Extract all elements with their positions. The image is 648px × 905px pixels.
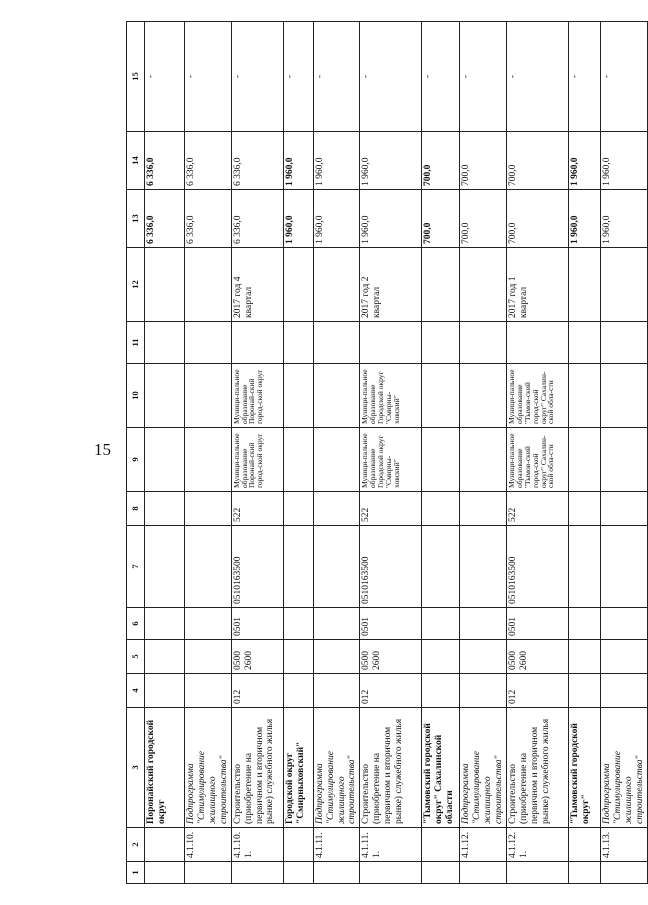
header-cell: 13 bbox=[127, 190, 145, 248]
table-cell bbox=[601, 640, 648, 674]
table-cell: 1 960,0 bbox=[601, 132, 648, 190]
table-cell bbox=[360, 322, 422, 364]
table-cell bbox=[283, 364, 313, 428]
table-cell bbox=[185, 862, 232, 884]
table-cell: - bbox=[231, 22, 283, 132]
table-cell bbox=[569, 640, 601, 674]
table-cell bbox=[460, 640, 507, 674]
table-cell bbox=[460, 526, 507, 608]
table-cell: - bbox=[313, 22, 360, 132]
header-row bbox=[127, 22, 145, 884]
table-cell bbox=[313, 640, 360, 674]
table-cell bbox=[422, 828, 460, 862]
table-cell bbox=[422, 322, 460, 364]
table-cell: - bbox=[507, 22, 569, 132]
table-cell: 1 960,0 bbox=[360, 190, 422, 248]
table-cell: Поронайский городской округ bbox=[145, 708, 185, 828]
table-cell: 1 960,0 bbox=[569, 190, 601, 248]
header-cell: 2 bbox=[127, 828, 145, 862]
header-cell: 11 bbox=[127, 322, 145, 364]
table-cell: 1 960,0 bbox=[313, 190, 360, 248]
table-cell bbox=[460, 322, 507, 364]
table-row bbox=[422, 22, 460, 884]
table-cell bbox=[507, 862, 569, 884]
table-cell: Подпрограмма "Стимулирование жилищного строительства" bbox=[601, 708, 648, 828]
table-cell: Муници-пальное образование Поронай-ский город-ской округ bbox=[231, 364, 283, 428]
rotated-page bbox=[126, 22, 645, 884]
table-cell bbox=[569, 526, 601, 608]
table-cell bbox=[313, 862, 360, 884]
table-cell: 4.1.11. bbox=[313, 828, 360, 862]
table-cell: 700,0 bbox=[507, 132, 569, 190]
header-cell: 1 bbox=[127, 862, 145, 884]
table-cell: 700,0 bbox=[422, 190, 460, 248]
header-cell: 5 bbox=[127, 640, 145, 674]
table-cell bbox=[422, 608, 460, 640]
table-cell bbox=[569, 492, 601, 526]
table-cell: - bbox=[569, 22, 601, 132]
table-cell bbox=[313, 322, 360, 364]
table-cell: 0501 bbox=[507, 608, 569, 640]
header-cell: 3 bbox=[127, 708, 145, 828]
table-cell bbox=[422, 674, 460, 708]
table-cell: 522 bbox=[231, 492, 283, 526]
table-cell: Подпрограмма "Стимулирование жилищного строительства" bbox=[185, 708, 232, 828]
table-cell bbox=[601, 862, 648, 884]
table-cell bbox=[422, 428, 460, 492]
table-cell: 1 960,0 bbox=[283, 132, 313, 190]
table-cell: 700,0 bbox=[507, 190, 569, 248]
table-cell bbox=[185, 674, 232, 708]
table-cell bbox=[507, 322, 569, 364]
table-cell: "Тымовский городской округ" Сахалинской области bbox=[422, 708, 460, 828]
table-cell bbox=[569, 828, 601, 862]
table-cell bbox=[601, 322, 648, 364]
table-cell: Строительство (приобретение на первичном и вторичном рынке) служебного жилья bbox=[360, 708, 422, 828]
table-cell bbox=[601, 526, 648, 608]
table-cell bbox=[145, 862, 185, 884]
table-cell: "Тымовский городской округ" bbox=[569, 708, 601, 828]
table-row bbox=[145, 22, 185, 884]
table-cell: 6 336,0 bbox=[145, 190, 185, 248]
table-cell: 0500 2600 bbox=[231, 640, 283, 674]
table-cell: - bbox=[460, 22, 507, 132]
table-cell: 6 336,0 bbox=[185, 190, 232, 248]
table-cell bbox=[313, 608, 360, 640]
header-cell: 6 bbox=[127, 608, 145, 640]
table-cell bbox=[231, 862, 283, 884]
table-cell bbox=[231, 322, 283, 364]
table-cell: 0510163500 bbox=[507, 526, 569, 608]
table-cell bbox=[313, 526, 360, 608]
table-cell: 0510163500 bbox=[360, 526, 422, 608]
table-cell bbox=[145, 828, 185, 862]
table-cell: 0500 2600 bbox=[360, 640, 422, 674]
table-cell: 6 336,0 bbox=[231, 190, 283, 248]
table-cell: 4.1.11.1. bbox=[360, 828, 422, 862]
table-cell bbox=[283, 862, 313, 884]
header-cell: 8 bbox=[127, 492, 145, 526]
table-cell: Строительство (приобретение на первичном и вторичном рынке) служебного жилья bbox=[231, 708, 283, 828]
table-cell: Подпрограмма "Стимулирование жилищного строительства" bbox=[313, 708, 360, 828]
table-cell: 6 336,0 bbox=[185, 132, 232, 190]
table-cell bbox=[569, 248, 601, 322]
table-cell: 4.1.13. bbox=[601, 828, 648, 862]
table-row bbox=[569, 22, 601, 884]
table-cell bbox=[313, 428, 360, 492]
table-row bbox=[460, 22, 507, 884]
table-cell: 2017 год 1 квартал bbox=[507, 248, 569, 322]
table-cell: 1 960,0 bbox=[313, 132, 360, 190]
table-cell bbox=[185, 492, 232, 526]
table-cell: 0500 2600 bbox=[507, 640, 569, 674]
table-row bbox=[185, 22, 232, 884]
table-cell bbox=[569, 322, 601, 364]
table-cell: - bbox=[145, 22, 185, 132]
table-cell bbox=[145, 322, 185, 364]
header-cell: 7 bbox=[127, 526, 145, 608]
table-cell bbox=[283, 674, 313, 708]
table-cell bbox=[422, 640, 460, 674]
table-cell bbox=[185, 608, 232, 640]
table-cell bbox=[283, 492, 313, 526]
table-cell bbox=[185, 428, 232, 492]
table-cell: 1 960,0 bbox=[283, 190, 313, 248]
table-cell: 2017 год 4 квартал bbox=[231, 248, 283, 322]
table-cell bbox=[569, 428, 601, 492]
table-cell: 0501 bbox=[231, 608, 283, 640]
table-cell: 0510163500 bbox=[231, 526, 283, 608]
table-cell bbox=[601, 248, 648, 322]
table-cell bbox=[185, 248, 232, 322]
table-cell bbox=[283, 428, 313, 492]
table-cell bbox=[460, 248, 507, 322]
table-cell: 012 bbox=[507, 674, 569, 708]
table-cell bbox=[145, 492, 185, 526]
table-cell bbox=[283, 608, 313, 640]
table-cell bbox=[569, 608, 601, 640]
table-cell bbox=[185, 322, 232, 364]
table-row bbox=[507, 22, 569, 884]
header-cell: 9 bbox=[127, 428, 145, 492]
table-cell bbox=[185, 526, 232, 608]
table-cell bbox=[601, 428, 648, 492]
table-cell: 700,0 bbox=[460, 190, 507, 248]
header-cell: 15 bbox=[127, 22, 145, 132]
table-cell bbox=[313, 364, 360, 428]
header-cell: 4 bbox=[127, 674, 145, 708]
table-cell bbox=[460, 428, 507, 492]
table-cell bbox=[283, 526, 313, 608]
table-cell: 1 960,0 bbox=[601, 190, 648, 248]
table-cell bbox=[569, 364, 601, 428]
table-cell: 522 bbox=[507, 492, 569, 526]
table-cell: Муници-пальное образование "Тымов-ский город-ской округ" Сахалин-ской обла-сти bbox=[507, 364, 569, 428]
table-cell bbox=[313, 492, 360, 526]
header-cell: 14 bbox=[127, 132, 145, 190]
table-cell bbox=[313, 674, 360, 708]
table-cell: 012 bbox=[360, 674, 422, 708]
table-cell bbox=[313, 248, 360, 322]
table-cell bbox=[422, 526, 460, 608]
table-cell: 4.1.12.1. bbox=[507, 828, 569, 862]
table-cell bbox=[145, 674, 185, 708]
table-cell bbox=[422, 862, 460, 884]
table-row bbox=[313, 22, 360, 884]
table-cell bbox=[422, 492, 460, 526]
table-cell: 4.1.12. bbox=[460, 828, 507, 862]
table-row bbox=[601, 22, 648, 884]
table-cell bbox=[460, 862, 507, 884]
table-cell bbox=[601, 364, 648, 428]
table-cell bbox=[422, 364, 460, 428]
budget-table bbox=[126, 21, 648, 884]
table-cell bbox=[185, 364, 232, 428]
table-cell: 6 336,0 bbox=[145, 132, 185, 190]
table-cell: 4.1.10.1. bbox=[231, 828, 283, 862]
table-cell: 1 960,0 bbox=[360, 132, 422, 190]
table-cell bbox=[569, 862, 601, 884]
table-cell bbox=[283, 640, 313, 674]
table-cell: Муници-пальное образование Городской округ "Смирны-ховский" bbox=[360, 364, 422, 428]
table-cell bbox=[145, 526, 185, 608]
table-cell: Подпрограмма "Стимулирование жилищного строительства" bbox=[460, 708, 507, 828]
table-cell bbox=[601, 492, 648, 526]
table-cell: Муници-пальное образование Поронай-ский город-ской округ bbox=[231, 428, 283, 492]
table-cell bbox=[145, 428, 185, 492]
table-cell: - bbox=[601, 22, 648, 132]
table-cell: 6 336,0 bbox=[231, 132, 283, 190]
page-number: 15 bbox=[94, 440, 111, 459]
table-cell: Муници-пальное образование Городской округ "Смирны-ховский" bbox=[360, 428, 422, 492]
table-cell bbox=[460, 674, 507, 708]
table-cell: 012 bbox=[231, 674, 283, 708]
table-cell bbox=[360, 862, 422, 884]
table-cell: Муници-пальное образование "Тымов-ский город-ской округ" Сахалин-ской обла-сти bbox=[507, 428, 569, 492]
table-cell: 700,0 bbox=[422, 132, 460, 190]
table-cell bbox=[185, 640, 232, 674]
table-cell: 2017 год 2 квартал bbox=[360, 248, 422, 322]
table-cell: - bbox=[283, 22, 313, 132]
table-cell: - bbox=[360, 22, 422, 132]
table-cell: 0501 bbox=[360, 608, 422, 640]
table-cell bbox=[569, 674, 601, 708]
table-row bbox=[231, 22, 283, 884]
table-row bbox=[283, 22, 313, 884]
table-row bbox=[360, 22, 422, 884]
table-cell: - bbox=[185, 22, 232, 132]
table-cell bbox=[460, 364, 507, 428]
header-cell: 10 bbox=[127, 364, 145, 428]
table-cell bbox=[422, 248, 460, 322]
table-cell: Строительство (приобретение на первичном и вторичном рынке) служебного жилья bbox=[507, 708, 569, 828]
table-cell bbox=[145, 608, 185, 640]
table-cell bbox=[460, 492, 507, 526]
table-cell bbox=[283, 828, 313, 862]
table-cell: - bbox=[422, 22, 460, 132]
table-cell bbox=[601, 674, 648, 708]
table-cell: 4.1.10. bbox=[185, 828, 232, 862]
table-cell bbox=[145, 364, 185, 428]
table-cell: Городской округ "Смирныховский" bbox=[283, 708, 313, 828]
table-cell bbox=[460, 608, 507, 640]
table-cell: 522 bbox=[360, 492, 422, 526]
table-cell bbox=[145, 248, 185, 322]
table-cell bbox=[283, 322, 313, 364]
table-cell: 1 960,0 bbox=[569, 132, 601, 190]
table-cell bbox=[283, 248, 313, 322]
table-cell bbox=[601, 608, 648, 640]
table-cell bbox=[145, 640, 185, 674]
header-cell: 12 bbox=[127, 248, 145, 322]
table-cell: 700,0 bbox=[460, 132, 507, 190]
